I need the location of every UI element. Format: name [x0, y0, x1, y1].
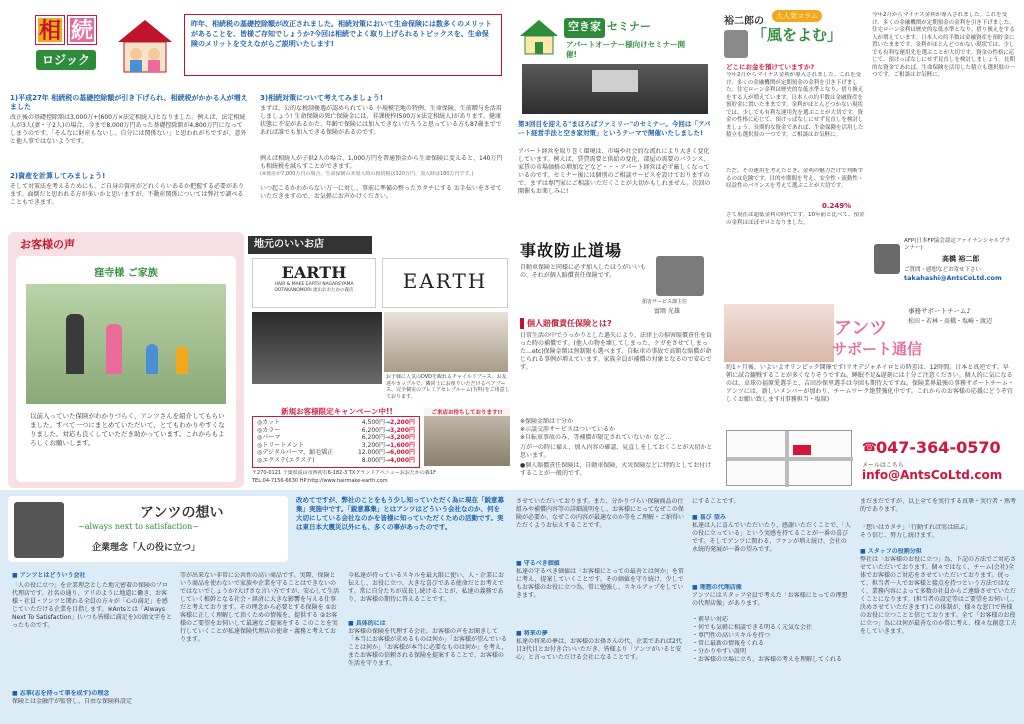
- c6-head: ■ スタッフの役割分担: [860, 548, 922, 555]
- column-badge: 大人気コラム: [772, 10, 822, 22]
- support-title-1: アンツ: [834, 318, 888, 339]
- crime-bullets: [520, 418, 714, 442]
- support-staff-label: 事務サポートチーム♪: [908, 307, 971, 315]
- column-body2: ただ、その運用を考えたとき、金利の魅力だけで判断するのは危険です。目的や期間を考え、安全性・流動性・収益性のバランスを考えて選ぶことが大切です。: [726, 168, 864, 189]
- support-mail[interactable]: info@AntsCoLtd.com: [862, 468, 1003, 482]
- afp-mail[interactable]: takahashi@AntsCoLtd.com: [904, 274, 1002, 282]
- seminar-body: アパート経営を取り巻く環境は、市場や社会的な流れにより大きく変化しています。例えば、賃貸需要と供給の変化、部屋の需要のバランス、家賃の市場価格の増加などなど・・・アパート経営は必ず厳しくなっているのです。セミナー後には個別のご相談サービスを設けておりますので、まずは専門家にご相談いただくことが大切かもしれません。次回の開催もお楽しみに!: [518, 148, 711, 195]
- person-1: [66, 314, 84, 374]
- bottom-col-3: [348, 572, 508, 720]
- seminar-sub: アパートオーナー様向けセミナー開催!: [566, 40, 686, 59]
- column-right: [872, 12, 1016, 234]
- column-section: [722, 8, 1018, 298]
- menu-row-perm: ◎パーマ 6,200円→3,200円: [257, 434, 415, 441]
- s2-head: ■ 志事(志を持って事を成す)の理念: [12, 690, 110, 697]
- c4-body3: 私達の将来の夢は、お客様のお孫さんの代、企業であれば2代目3代目とお付き合いいただき、皆様より「アンツがいると安心」と言っていただける会社になることです。: [516, 638, 682, 661]
- c6-quote: 「想いはカタチ」「行動すれば実は結ぶ」: [860, 524, 972, 531]
- s2-body: 保険とは金融庁が監督し、自由な保険料設定: [12, 698, 133, 705]
- crime-section: [516, 234, 716, 486]
- p3-body2: 例えば相続人が子供2人の場合、1,000万円を普通預金から生命保険に変えると、140万円も相続税を減らすことができます。: [260, 155, 503, 170]
- shop-interior-photo: [384, 312, 508, 372]
- c5-body3: アンツにはスタッフ全員で考えた「お客様にとっての理想の代理店像」があります。: [692, 592, 848, 607]
- support-team-photo: [724, 304, 834, 362]
- c5-list-4: ・常に最新の情報をくれる: [692, 640, 765, 647]
- inheritance-col-2: [260, 94, 504, 230]
- bottom-col-6: [860, 498, 1018, 720]
- p3-head: 3)相続対策について考えてみましょう!: [260, 94, 384, 102]
- shop-menu: [252, 416, 420, 468]
- menu-row-digital: ◎デジタルパーマ、縮毛矯正 12,000円→6,000円: [257, 449, 415, 456]
- logo-sub: ロジック: [36, 50, 96, 70]
- c4-body2: 私達の守るべき価値は「お客様にとっての最善とは何か」を常に考え、提案していくことです。その価値を守り続け、少しでもお客様のお役に立つ為、常に勉強し、スキルアップをしていきます。: [516, 568, 684, 599]
- p3-note: (※資産が7,000万円の場合。生命保険の未加入時の相続税は320万円、加入時は180万円です。): [260, 171, 474, 177]
- shop-logo-2: [382, 258, 508, 308]
- crime-intro: 自動車保険と同様に必ず加入したほうがいいもの、それが個人賠償責任保険です。: [520, 264, 647, 279]
- afp-mail-label: ご質問・感想などお寄せ下さい: [904, 267, 982, 273]
- ceo-portrait: [14, 502, 64, 558]
- column-right-text: 今年2月からマイナス金利が導入されました。これを受け、多くの金融機関が定期預金の金利を引き下げました。住宅ローン金利は歴史的な低水準となり、借り換えをする人が増えています。日本人の約半数は金融資産を預貯金に置いたままです。金利がほとんどつかない現状では、少しでも有利な運用先を選ぶことが大切です。資金の性格に応じて、預けっぱなしにせず見直しを検討しましょう。長期的な資金であれば、生命保険を活用した積立も選択肢の一つです。ご相談はお気軽に。: [872, 12, 1016, 78]
- bottom-col-2: 等が出来ない非常に公共性の高い商品です。実際、保険という商品を使わないで家族や企業を守ることはできないのではないでしょうか?大げさな言い方ですが、安心して生活していく根幹となる社会・経済に大きな影響を与える仕事だと考えております。その理念から必要とする保険を ①お客様に正しく理解して頂くための情報を、提供する ②お客様のご要望をお伺いして最適なご提案をする このことを実行していくことが私達保険代理店の使命・義務と考えております。: [180, 572, 340, 643]
- crime-bullet-2: ※示談交渉サービスはついているか: [520, 426, 616, 433]
- crime-foot: ●個人賠償責任保険は、自動車保険、火災保険などに特約としてお付けすることが一般的です。: [520, 462, 712, 477]
- c3-head: ■ 具体的には: [348, 620, 386, 627]
- p3-body: まずは、公的な税制優遇が認められている 小規模宅地の特例、生命保険、生前贈与を活用しましょう! 生命保険の死亡保険金には、非課税枠(500万×法定相続人)があります。健康状態に不安があるかた、年齢で保険には加入できないだろうと思っている方も87歳までであれば誰でも加入できる保険があるのです。: [260, 105, 502, 136]
- seminar-title-a: 空き家: [564, 18, 605, 38]
- akiya-seminar: [514, 10, 716, 232]
- afp-card: [872, 238, 1016, 294]
- person-2: [106, 324, 122, 374]
- menu-row-treatment: ◎トリートメント 3,200円→1,600円: [257, 441, 415, 449]
- map-graphic: [727, 431, 853, 487]
- person-4: [176, 346, 188, 374]
- support-title-2: サポート通信: [832, 340, 923, 358]
- person-3: [146, 344, 158, 374]
- c5-list-6: ・お客様の立場に立ち、お客様の考えを理解してくれる: [692, 656, 843, 663]
- shop-address: 〒270-0121 千葉県流山市西初石6-182-3 TXグランドアベニューおおたかの森1F: [252, 470, 436, 476]
- shop-logo-2-text: EARTH: [402, 269, 488, 293]
- voice-name: 窪寺様 ご家族: [94, 268, 158, 279]
- bottom-col-1: [12, 572, 172, 720]
- seminar-head: 第3回目を迎える"まほろばファミリー"のセミナー。今回は「アパート経営手法と空き家対策」というテーマで開催いたしました!: [518, 120, 711, 137]
- seminar-title-b: セミナー: [607, 20, 651, 33]
- family-house-icon: [110, 16, 180, 76]
- crime-role: 損害サービス課主任: [642, 299, 688, 305]
- column-body3: さて現在は超低金利の時代です。10年前と比べて、預金の金利はほぼゼロとなりました。: [726, 212, 865, 226]
- c5-list-1: ・素早い対応: [692, 616, 729, 623]
- c5-head2: ■ 理想の代理店像: [692, 584, 742, 591]
- shop-section: [248, 236, 512, 488]
- c5-head: ■ 喜び 望み: [692, 514, 726, 521]
- crime-bullet-1: ※保険金額は十分か: [520, 418, 574, 425]
- crime-head: 個人賠償責任保険とは?: [520, 318, 612, 329]
- support-body: 約1ヶ月後、いよいよオリンピック開催です!リオデジャネイロとの時差は、12時間。日本と真逆です。早朝に試合観戦することが多くなりそうですね。睡眠不足&遅刻には十分ご注意ください。個人的に気になるのは、卓球の福原愛選手と、吉田沙保里選手は今回も期待大ですね。保険業界最強の事務サポートチーム・アンツには、新しいメンバーが加わり、チームワーク絶賛強化中です。これからのお客様の応援にどうぞ宜しくお願い致します!(事務担当・塩原): [726, 364, 1014, 403]
- c3-body2: お客様の保険を代理する会社。お客様の声をお聞きして「本当にお客様が求めるものは何か」「お客様が望んでいることは何か」「お客様が本当に必要なものは何か」を考え、またお客様の信頼される保険を提案することで、お客様の生活を守ります。: [348, 628, 508, 667]
- bottom-motto: 企業理念「人の役に立つ」: [92, 543, 201, 553]
- inheritance-logo: [8, 8, 108, 84]
- bottom-lead: 改めてですが、弊社のことをもう少し知っていただく為に現在「鋭意募集」実施中です。「鋭意募集」とはアンツはどういう会社なのか、何を大切にしている会社なのかを皆様に知っていただくための活動です。実は東日本大震災以外にも、多くの事があったのです。: [296, 496, 504, 531]
- staff-caption: ご来店お待ちしております!!: [424, 408, 510, 416]
- c5-body2: 私達は人に喜んでいただいたり、感謝いただくことで、「人の役に立っている」という実感を持てることが一番の喜びです。そしてアンツに関わる、ファンが増え続け、会社の永続的発展が一番の望みです。: [692, 522, 851, 553]
- c4-head2: ■ 将来の夢: [516, 630, 548, 637]
- p3-body3: いつ起こるかわからない万一に対し、事前に準備の整ったカタチにする お手伝いをさせていただきますので、お気軽にお声かけください。: [260, 185, 502, 200]
- shop-photo: [252, 312, 382, 384]
- logo-char-2: 続: [68, 16, 96, 44]
- c5-list-5: ・分かりやすい説明: [692, 648, 747, 655]
- phone-icon: ☎: [862, 440, 877, 454]
- p1-head: 1)平成27年 相続税の基礎控除額が引き下げられ、相続税がかかる人が増えました: [10, 94, 248, 111]
- support-tel[interactable]: 047-364-0570: [876, 438, 1001, 457]
- intro-box: [184, 14, 502, 76]
- shop-tel: TEL:04-7156-6630 HP:http://www.hairmake-earth.com: [252, 478, 388, 484]
- bottom-col-5: [692, 498, 852, 720]
- menu-row-color: ◎カラー 6,200円→3,200円: [257, 426, 415, 434]
- bottom-col-4: [516, 498, 684, 720]
- logo-char-1: 相: [36, 16, 64, 44]
- crime-portrait: [656, 256, 704, 296]
- column-body: 今年2月からマイナス金利が導入されました。これを受け、多くの金融機関が定期預金の金利を引き下げました。住宅ローン金利は歴史的な低水準となり、借り換えをする人が増えています。日本人の約半数は金融資産を預貯金に置いたままです。金利がほとんどつかない現状では、少しでも有利な運用先を選ぶことが大切です。資金の性格に応じて、預けっぱなしにせず見直しを検討しましょう。長期的な資金であれば、生命保険を活用した積立も選択肢の一つです。ご相談はお気軽に。: [726, 72, 864, 138]
- c6-tail: そう信じ、努力し続けます。: [860, 532, 938, 539]
- c6-body2: 弊社は「お客様のお役に立つ」為、下記の方法でご対応させていただいております。個々ではなく、チーム(会社)全体でお客様のご対応をさせていただいております。従って、担当者一人でお客様と接点を持つという方法ではなく、業務内容によって多数の社員からご連絡させていただくことになります。(担当者の設定等はご要望をお伺いし、決めさせていただきます)この体制が、様々な窓口で皆様のお役に立つことと信じております。全て「お客様のお役に立つ」為には何が最善なのか常に考え、様々な創意工夫をしていきます。: [860, 556, 1018, 635]
- voice-title: お客様の声: [20, 238, 75, 251]
- column-author: 裕二郎の: [724, 16, 764, 27]
- s1-head: ■ アンツとはどういう会社: [12, 572, 86, 579]
- c4-head: ■ 守るべき価値: [516, 560, 560, 567]
- c3-body: 今私達が持っているスキルを最大限に使い、人・企業にお伝えし、お役に立つ、大きな喜びである使命だとお考えです。常に自分たちが成長し続けることが、私達の義務であり、お客様の期待に答えることです。: [348, 572, 504, 603]
- shop-campaign-title: 新規お客様限定キャンペーン中!!: [281, 407, 393, 416]
- support-map: [726, 430, 852, 486]
- c6-body: まだまだですが、以上全てを実行する真摯・実行者・熟考的であります。: [860, 498, 1017, 513]
- column-rate: 0.249%: [822, 202, 852, 210]
- seminar-title: [564, 18, 714, 38]
- p1-body: 改正後の基礎控除額は3,000万+(600万×法定相続人)となりました。例えば、法定相続人が3人(妻・子2人)の場合、今まで8,000万円あった基礎控除額が4,800万円になってしまうのです。「そんなに財産もないし、自分には関係ない」と思われがちですが、意外と他人事ではないようです。: [10, 114, 247, 145]
- crime-bullet-3: ※自転車事故のみ、等補償が限定されていないか など…: [520, 434, 672, 441]
- c5-list-2: ・何でも気軽に相談できる明るく元気な会社: [692, 624, 813, 631]
- support-mail-label: メールはこちら: [862, 462, 904, 469]
- voice-body: 以前入っていた保険がわかりづらく、アンツさんを紹介してもらいました。すべて一つにまとめていただいて、とてもわかりやすくなりました。対応も良くしていただき助かっています。これからもよろしくお願いします。: [30, 412, 225, 447]
- bottom-sub: ~always next to satisfaction~: [78, 522, 199, 531]
- staff-photo: [424, 408, 510, 466]
- seminar-screen: [592, 70, 638, 92]
- shop-logo-1-sub: HAIR & MAKE EARTH NAGAREYAMA OOTAKANOMORI 流山おおたかの森店: [274, 282, 354, 293]
- column-head: どこにお金を預けていますか?: [726, 63, 815, 71]
- bottom-header: [8, 496, 288, 562]
- support-section: [722, 300, 1018, 488]
- inheritance-col-1: [10, 94, 248, 230]
- afp-avatar: [874, 244, 900, 274]
- family-illustration: [110, 16, 180, 76]
- p2-head: 2)資産を計算してみましょう!: [10, 172, 106, 180]
- voice-section: [8, 232, 244, 488]
- crime-person: 富岡 光雄: [654, 308, 680, 315]
- support-staff-names: 松田・若林・髙橋・塩崎・渡辺: [908, 318, 993, 325]
- bottom-section: [0, 490, 1024, 724]
- c4-body: させていただいております。また、分かりづらい保険商品の仕組みや補償内容等の詳細説明をし、お客様にとってなぜこの保険が必要か、なぜこの内容が最適なのか等をご理解・ご納得いただくようお伝えすることです。: [516, 498, 684, 529]
- voice-card: [16, 256, 236, 482]
- family-photo: [26, 284, 226, 404]
- shop-title: 地元のいいお店: [248, 236, 372, 254]
- intro-text: 昨年、相続税の基礎控除額が改正されました。相続対策において生命保険には数多くのメリットがあることを、皆様ご存知でしょうか?今回は相続でよく取り上げられるトピックスを、生命保険のメリットを交えながらご説明いたします!: [191, 20, 492, 48]
- menu-row-extension: ◎エクステ(エクステ) 8,000円→4,000円: [257, 456, 415, 464]
- inheritance-section: [6, 6, 506, 231]
- crime-body: 日常生活の中でうっかりとした過失により、法律上の損害賠償責任を負った時の補償です。(他人の物を壊してしまった、ケガをさせてしまった…etc)保険金額は無制限も選べます。自転車の事故で高額な賠償が命じられる事例が増えています。家族全員が補償の対象となるので安心です。: [520, 332, 713, 371]
- c5-list-3: ・専門性の高いスキルを持つ: [692, 632, 770, 639]
- crime-title: 事故防止道場: [520, 241, 623, 260]
- menu-row-cut: ◎カット 4,500円→2,200円: [257, 419, 415, 426]
- shop-desc: お子様に人気のDVDを観れるチャイルドブース、お友達やカップルで、隣同士にお座りいただけるペアブース、完全個室のプレミアセレブルーム(有料)をご用意しております。: [386, 374, 510, 400]
- afp-name: 高橋 裕二郎: [942, 255, 980, 263]
- p2-body: そして対策法を考えるためにも、ご自身の資産がどれくらいあるか把握する必要があります。面倒だと思われる方が多いかと思いますが、不動産関係については弊社で調べることもできます。: [10, 183, 245, 206]
- seminar-house-icon: [518, 18, 560, 56]
- column-title: 「風をよむ」: [752, 26, 843, 44]
- c5-body: にすることです。: [692, 498, 740, 505]
- crime-tail: 万が一の時に備え、加入内容の確認、見直しをしておくことが大切かと思います。: [520, 444, 713, 459]
- bottom-title: アンツの想い: [140, 505, 224, 521]
- seminar-photo: [522, 64, 708, 114]
- shop-logo-1: [252, 258, 376, 308]
- afp-label: AFP(日本FP協会認定ファイナンシャルプランナー): [904, 238, 1011, 251]
- shop-logo-1-text: EARTH: [281, 263, 347, 282]
- s1-body: 「人の役に立つ」を企業理念とした地元密着の保険のプロ代理店です。社名の通り、アリのように地道に働き、お客様・社員・アンツと関わる全員の方々が「心の満足」を感じていただける企業を目指します。※Antsとは「Always Next To Satisfaction」(いつも皆様に満足を)の頭文字をとったものです。: [12, 582, 172, 629]
- column-portrait: [724, 30, 748, 58]
